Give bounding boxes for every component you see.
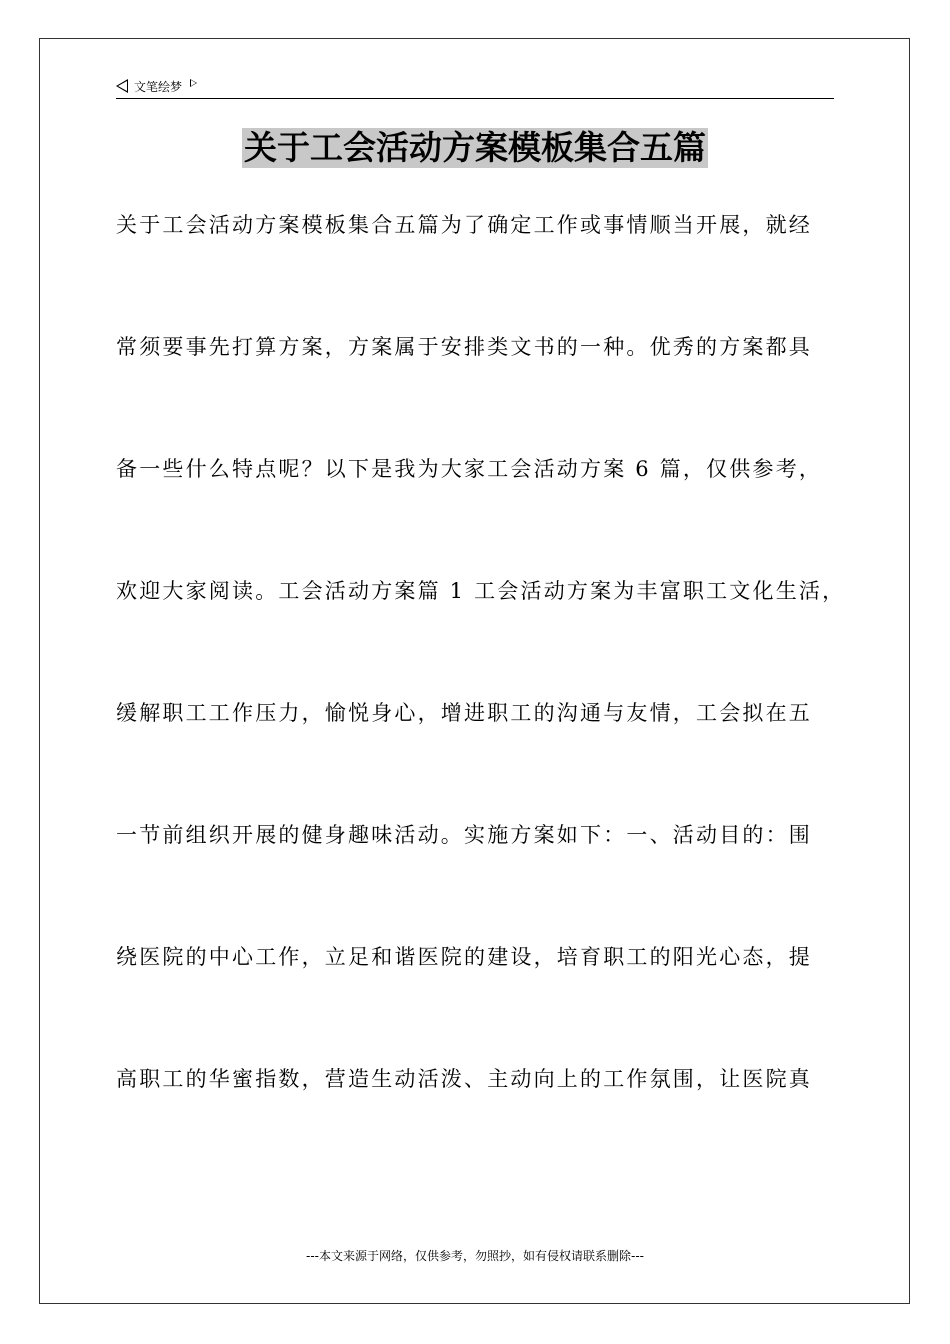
triangle-left-outline-icon: [116, 79, 128, 93]
body-line: 常须要事先打算方案，方案属于安排类文书的一种。优秀的方案都具: [116, 335, 812, 359]
page-footer: ---本文来源于网络，仅供参考，勿照抄，如有侵权请联系删除---: [306, 1249, 644, 1263]
body-line: 缓解职工工作压力，愉悦身心，增进职工的沟通与友情，工会拟在五: [116, 701, 812, 725]
body-line: 备一些什么特点呢？以下是我为大家工会活动方案 6 篇，仅供参考，: [116, 457, 823, 481]
page-header: [116, 74, 834, 99]
body-line: 高职工的华蜜指数，营造生动活泼、主动向上的工作氛围，让医院真: [116, 1067, 812, 1091]
title-container: [0, 128, 950, 168]
body-line: 绕医院的中心工作，立足和谐医院的建设，培育职工的阳光心态，提: [116, 945, 812, 969]
document-title: 关于工会活动方案模板集合五篇: [244, 128, 706, 167]
body-text: [116, 205, 856, 1181]
triangle-right-outline-icon: [190, 79, 197, 87]
body-line: 关于工会活动方案模板集合五篇为了确定工作或事情顺当开展，就经: [116, 213, 812, 237]
header-label: 文笔绘梦: [134, 79, 183, 94]
body-line: 欢迎大家阅读。工会活动方案篇 1 工会活动方案为丰富职工文化生活，: [116, 579, 846, 603]
body-line: 一节前组织开展的健身趣味活动。实施方案如下：一、活动目的：围: [116, 823, 812, 847]
